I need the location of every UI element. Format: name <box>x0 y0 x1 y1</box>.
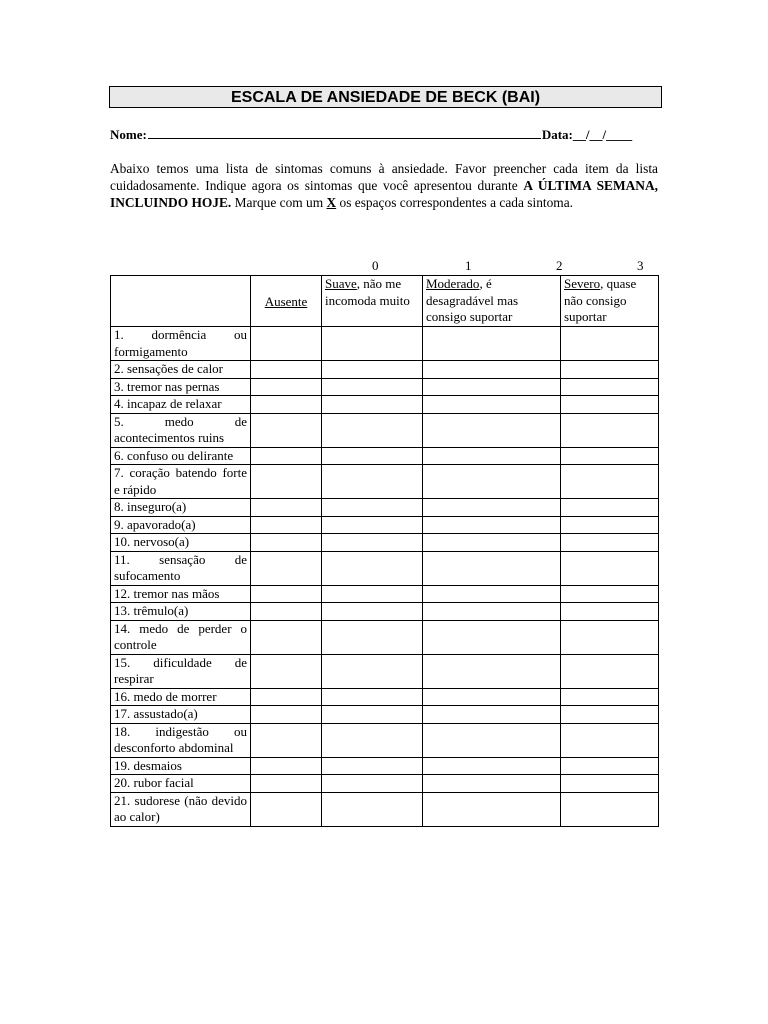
table-row <box>111 792 659 826</box>
symptom-label: 11. sensação de sufocamento <box>111 551 251 585</box>
checkbox-cell-suave[interactable] <box>322 792 423 826</box>
table-row <box>111 757 659 775</box>
checkbox-cell-ausente[interactable] <box>251 378 322 396</box>
checkbox-cell-moderado[interactable] <box>423 723 561 757</box>
header-moderado-label: Moderado <box>426 276 480 291</box>
symptom-label: 14. medo de perder o controle <box>111 620 251 654</box>
table-row <box>111 775 659 793</box>
symptom-label: 7. coração batendo forte e rápido <box>111 465 251 499</box>
checkbox-cell-suave[interactable] <box>322 688 423 706</box>
checkbox-cell-ausente[interactable] <box>251 534 322 552</box>
table-row <box>111 413 659 447</box>
instructions-text-2: Marque com um <box>231 195 327 210</box>
symptom-label: 19. desmaios <box>111 757 251 775</box>
checkbox-cell-ausente[interactable] <box>251 654 322 688</box>
checkbox-cell-suave[interactable] <box>322 378 423 396</box>
symptom-table <box>110 275 659 827</box>
nome-label: Nome: <box>110 127 147 142</box>
name-date-line <box>110 126 660 143</box>
checkbox-cell-moderado[interactable] <box>423 499 561 517</box>
symptom-label: 2. sensações de calor <box>111 361 251 379</box>
checkbox-cell-moderado[interactable] <box>423 551 561 585</box>
checkbox-cell-suave[interactable] <box>322 706 423 724</box>
checkbox-cell-suave[interactable] <box>322 757 423 775</box>
checkbox-cell-ausente[interactable] <box>251 706 322 724</box>
checkbox-cell-suave[interactable] <box>322 447 423 465</box>
table-row <box>111 447 659 465</box>
header-symptom-blank <box>111 276 251 327</box>
symptom-label: 9. apavorado(a) <box>111 516 251 534</box>
symptom-label: 16. medo de morrer <box>111 688 251 706</box>
checkbox-cell-suave[interactable] <box>322 413 423 447</box>
table-row <box>111 534 659 552</box>
symptom-label: 18. indigestão ou desconforto abdominal <box>111 723 251 757</box>
symptom-label: 15. dificuldade de respirar <box>111 654 251 688</box>
checkbox-cell-ausente[interactable] <box>251 585 322 603</box>
header-severo <box>561 276 659 327</box>
checkbox-cell-ausente[interactable] <box>251 327 322 361</box>
checkbox-cell-moderado[interactable] <box>423 706 561 724</box>
header-moderado-desc: , é desagradável mas consigo suportar <box>426 276 519 324</box>
checkbox-cell-ausente[interactable] <box>251 361 322 379</box>
checkbox-cell-moderado[interactable] <box>423 534 561 552</box>
header-suave <box>322 276 423 327</box>
symptom-label: 6. confuso ou delirante <box>111 447 251 465</box>
checkbox-cell-suave[interactable] <box>322 654 423 688</box>
checkbox-cell-suave[interactable] <box>322 603 423 621</box>
scale-number-1: 1 <box>465 258 472 273</box>
checkbox-cell-moderado[interactable] <box>423 327 561 361</box>
checkbox-cell-severo[interactable] <box>561 396 659 414</box>
checkbox-cell-severo[interactable] <box>561 723 659 757</box>
symptom-label: 21. sudorese (não devido ao calor) <box>111 792 251 826</box>
instructions-emphasis: A ÚLTIMA SEMANA, INCLUINDO HOJE. <box>110 178 658 210</box>
checkbox-cell-severo[interactable] <box>561 706 659 724</box>
checkbox-cell-severo[interactable] <box>561 757 659 775</box>
checkbox-cell-severo[interactable] <box>561 688 659 706</box>
checkbox-cell-moderado[interactable] <box>423 603 561 621</box>
checkbox-cell-suave[interactable] <box>322 516 423 534</box>
table-row <box>111 361 659 379</box>
checkbox-cell-severo[interactable] <box>561 447 659 465</box>
table-row <box>111 706 659 724</box>
checkbox-cell-severo[interactable] <box>561 792 659 826</box>
table-row <box>111 551 659 585</box>
table-row <box>111 620 659 654</box>
checkbox-cell-suave[interactable] <box>322 327 423 361</box>
scale-number-2: 2 <box>556 258 563 273</box>
checkbox-cell-ausente[interactable] <box>251 723 322 757</box>
table-row <box>111 688 659 706</box>
checkbox-cell-severo[interactable] <box>561 499 659 517</box>
checkbox-cell-ausente[interactable] <box>251 499 322 517</box>
header-moderado <box>423 276 561 327</box>
checkbox-cell-ausente[interactable] <box>251 465 322 499</box>
checkbox-cell-severo[interactable] <box>561 327 659 361</box>
checkbox-cell-ausente[interactable] <box>251 688 322 706</box>
table-row <box>111 327 659 361</box>
checkbox-cell-moderado[interactable] <box>423 396 561 414</box>
checkbox-cell-moderado[interactable] <box>423 620 561 654</box>
checkbox-cell-severo[interactable] <box>561 465 659 499</box>
checkbox-cell-severo[interactable] <box>561 413 659 447</box>
checkbox-cell-suave[interactable] <box>322 465 423 499</box>
symptom-label: 8. inseguro(a) <box>111 499 251 517</box>
checkbox-cell-moderado[interactable] <box>423 585 561 603</box>
checkbox-cell-moderado[interactable] <box>423 792 561 826</box>
checkbox-cell-moderado[interactable] <box>423 516 561 534</box>
header-ausente-label: Ausente <box>264 293 308 309</box>
checkbox-cell-severo[interactable] <box>561 551 659 585</box>
checkbox-cell-moderado[interactable] <box>423 378 561 396</box>
scale-number-3: 3 <box>637 258 644 273</box>
symptom-label: 17. assustado(a) <box>111 706 251 724</box>
checkbox-cell-severo[interactable] <box>561 775 659 793</box>
checkbox-cell-ausente[interactable] <box>251 757 322 775</box>
symptom-label: 12. tremor nas mãos <box>111 585 251 603</box>
checkbox-cell-ausente[interactable] <box>251 620 322 654</box>
checkbox-cell-ausente[interactable] <box>251 775 322 793</box>
instructions-text-1: Abaixo temos uma lista de sintomas comuns à ansiedade. Favor preencher cada item da lista cuidadosamente. Indique agora os sintomas que você apresentou durante <box>110 161 658 193</box>
checkbox-cell-severo[interactable] <box>561 534 659 552</box>
checkbox-cell-severo[interactable] <box>561 603 659 621</box>
checkbox-cell-ausente[interactable] <box>251 413 322 447</box>
checkbox-cell-severo[interactable] <box>561 654 659 688</box>
checkbox-cell-moderado[interactable] <box>423 654 561 688</box>
checkbox-cell-moderado[interactable] <box>423 757 561 775</box>
header-suave-desc: , não me incomoda muito <box>325 276 410 308</box>
checkbox-cell-moderado[interactable] <box>423 361 561 379</box>
table-row <box>111 585 659 603</box>
header-severo-label: Severo <box>564 276 601 291</box>
instructions-mark: X <box>326 195 337 210</box>
table-row <box>111 654 659 688</box>
checkbox-cell-severo[interactable] <box>561 361 659 379</box>
checkbox-cell-severo[interactable] <box>561 378 659 396</box>
symptom-label: 10. nervoso(a) <box>111 534 251 552</box>
instructions <box>110 160 658 211</box>
data-field[interactable]: __/__/____ <box>572 127 633 142</box>
checkbox-cell-ausente[interactable] <box>251 603 322 621</box>
checkbox-cell-moderado[interactable] <box>423 688 561 706</box>
checkbox-cell-ausente[interactable] <box>251 396 322 414</box>
symptom-label: 4. incapaz de relaxar <box>111 396 251 414</box>
checkbox-cell-moderado[interactable] <box>423 413 561 447</box>
symptom-label: 3. tremor nas pernas <box>111 378 251 396</box>
header-suave-label: Suave <box>325 276 357 291</box>
checkbox-cell-suave[interactable] <box>322 499 423 517</box>
table-row <box>111 603 659 621</box>
checkbox-cell-suave[interactable] <box>322 551 423 585</box>
checkbox-cell-ausente[interactable] <box>251 447 322 465</box>
checkbox-cell-suave[interactable] <box>322 396 423 414</box>
checkbox-cell-suave[interactable] <box>322 534 423 552</box>
page-title: ESCALA DE ANSIEDADE DE BECK (BAI) <box>109 86 662 108</box>
table-row <box>111 465 659 499</box>
table-row <box>111 396 659 414</box>
header-ausente <box>251 276 322 327</box>
checkbox-cell-ausente[interactable] <box>251 516 322 534</box>
table-row <box>111 499 659 517</box>
checkbox-cell-moderado[interactable] <box>423 465 561 499</box>
table-row <box>111 378 659 396</box>
checkbox-cell-ausente[interactable] <box>251 551 322 585</box>
checkbox-cell-moderado[interactable] <box>423 775 561 793</box>
checkbox-cell-severo[interactable] <box>561 585 659 603</box>
symptom-label: 5. medo de acontecimentos ruins <box>111 413 251 447</box>
table-row <box>111 516 659 534</box>
symptom-label: 1. dormência ou formigamento <box>111 327 251 361</box>
nome-field[interactable] <box>148 126 541 139</box>
checkbox-cell-ausente[interactable] <box>251 792 322 826</box>
instructions-text-3: os espaços correspondentes a cada sintoma. <box>336 195 574 210</box>
checkbox-cell-severo[interactable] <box>561 516 659 534</box>
symptom-label: 20. rubor facial <box>111 775 251 793</box>
checkbox-cell-suave[interactable] <box>322 585 423 603</box>
header-severo-desc: , quase não consigo suportar <box>564 276 637 324</box>
checkbox-cell-severo[interactable] <box>561 620 659 654</box>
checkbox-cell-moderado[interactable] <box>423 447 561 465</box>
checkbox-cell-suave[interactable] <box>322 361 423 379</box>
scale-number-0: 0 <box>372 258 379 273</box>
checkbox-cell-suave[interactable] <box>322 620 423 654</box>
checkbox-cell-suave[interactable] <box>322 723 423 757</box>
data-label: Data: <box>541 127 573 142</box>
symptom-label: 13. trêmulo(a) <box>111 603 251 621</box>
checkbox-cell-suave[interactable] <box>322 775 423 793</box>
table-row <box>111 723 659 757</box>
